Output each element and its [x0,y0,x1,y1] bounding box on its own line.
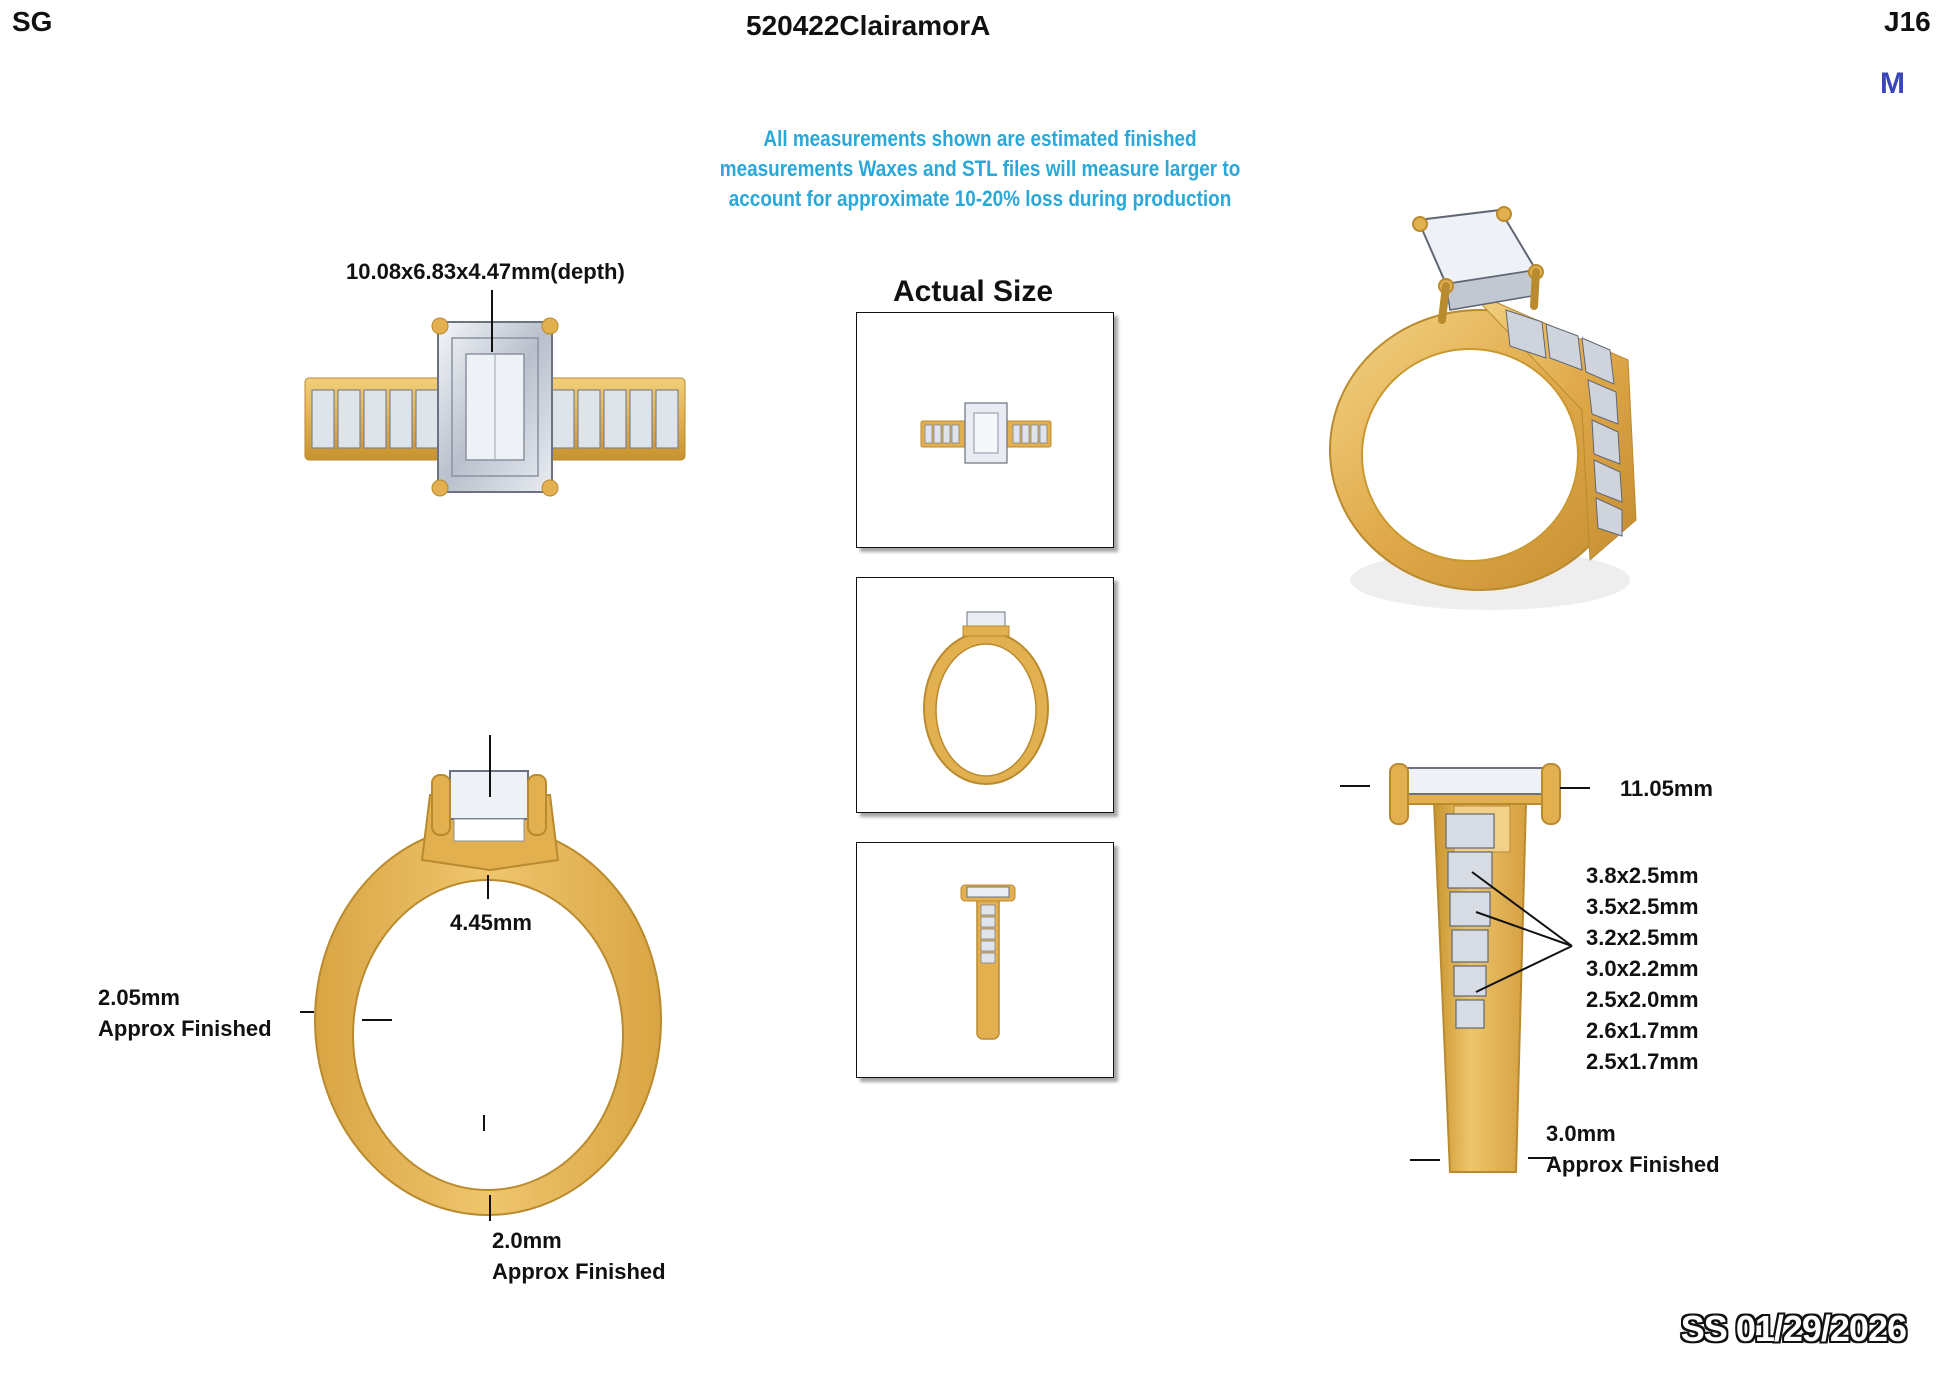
right-marker: M [1880,67,1905,100]
baguette-size-2: 3.5x2.5mm [1586,894,1699,919]
notice-line-3: account for approximate 10-20% loss during production [728,186,1232,211]
measurement-notice [696,124,1264,214]
side-bottom-note: Approx Finished [1546,1152,1720,1177]
notice-line-2: measurements Waxes and STL files will measure larger to [719,156,1241,181]
actual-size-frame-top [856,312,1114,548]
baguette-size-1: 3.8x2.5mm [1586,863,1699,888]
actual-size-frame-middle [856,577,1114,813]
signature-stamp: SS 01/29/2026 [1680,1308,1906,1349]
baguette-size-3: 3.2x2.5mm [1586,925,1699,950]
bottom-thickness-note: Approx Finished [492,1259,666,1284]
notice-line-1: All measurements shown are estimated finished [763,126,1197,151]
stone-size-label: 10.08x6.83x4.47mm(depth) [346,259,625,284]
baguette-size-4: 3.0x2.2mm [1586,956,1699,981]
actual-size-top-ring [919,399,1053,465]
shank-width-note: Approx Finished [98,1016,272,1041]
baguette-size-6: 2.6x1.7mm [1586,1018,1699,1043]
baguette-size-5: 2.5x2.0mm [1586,987,1699,1012]
bottom-thickness-value: 2.0mm [492,1228,562,1253]
right-code: J16 [1884,6,1931,37]
actual-size-front-ring [919,608,1053,788]
left-code: SG [12,6,53,37]
ring-front-view [300,735,700,1235]
shank-width-value: 2.05mm [98,985,180,1010]
ring-top-view [300,290,690,520]
top-width-label: 11.05mm [1620,776,1713,801]
baguette-size-list [1586,860,1699,1077]
actual-size-frame-bottom [856,842,1114,1078]
actual-size-side-ring [955,883,1021,1043]
page-title: 520422ClairamorA [746,10,991,41]
side-bottom-value: 3.0mm [1546,1121,1616,1146]
baguette-size-7: 2.5x1.7mm [1586,1049,1699,1074]
ring-perspective-view [1320,210,1650,630]
inner-height-label: 4.45mm [450,910,532,935]
actual-size-title: Actual Size [893,275,1054,308]
